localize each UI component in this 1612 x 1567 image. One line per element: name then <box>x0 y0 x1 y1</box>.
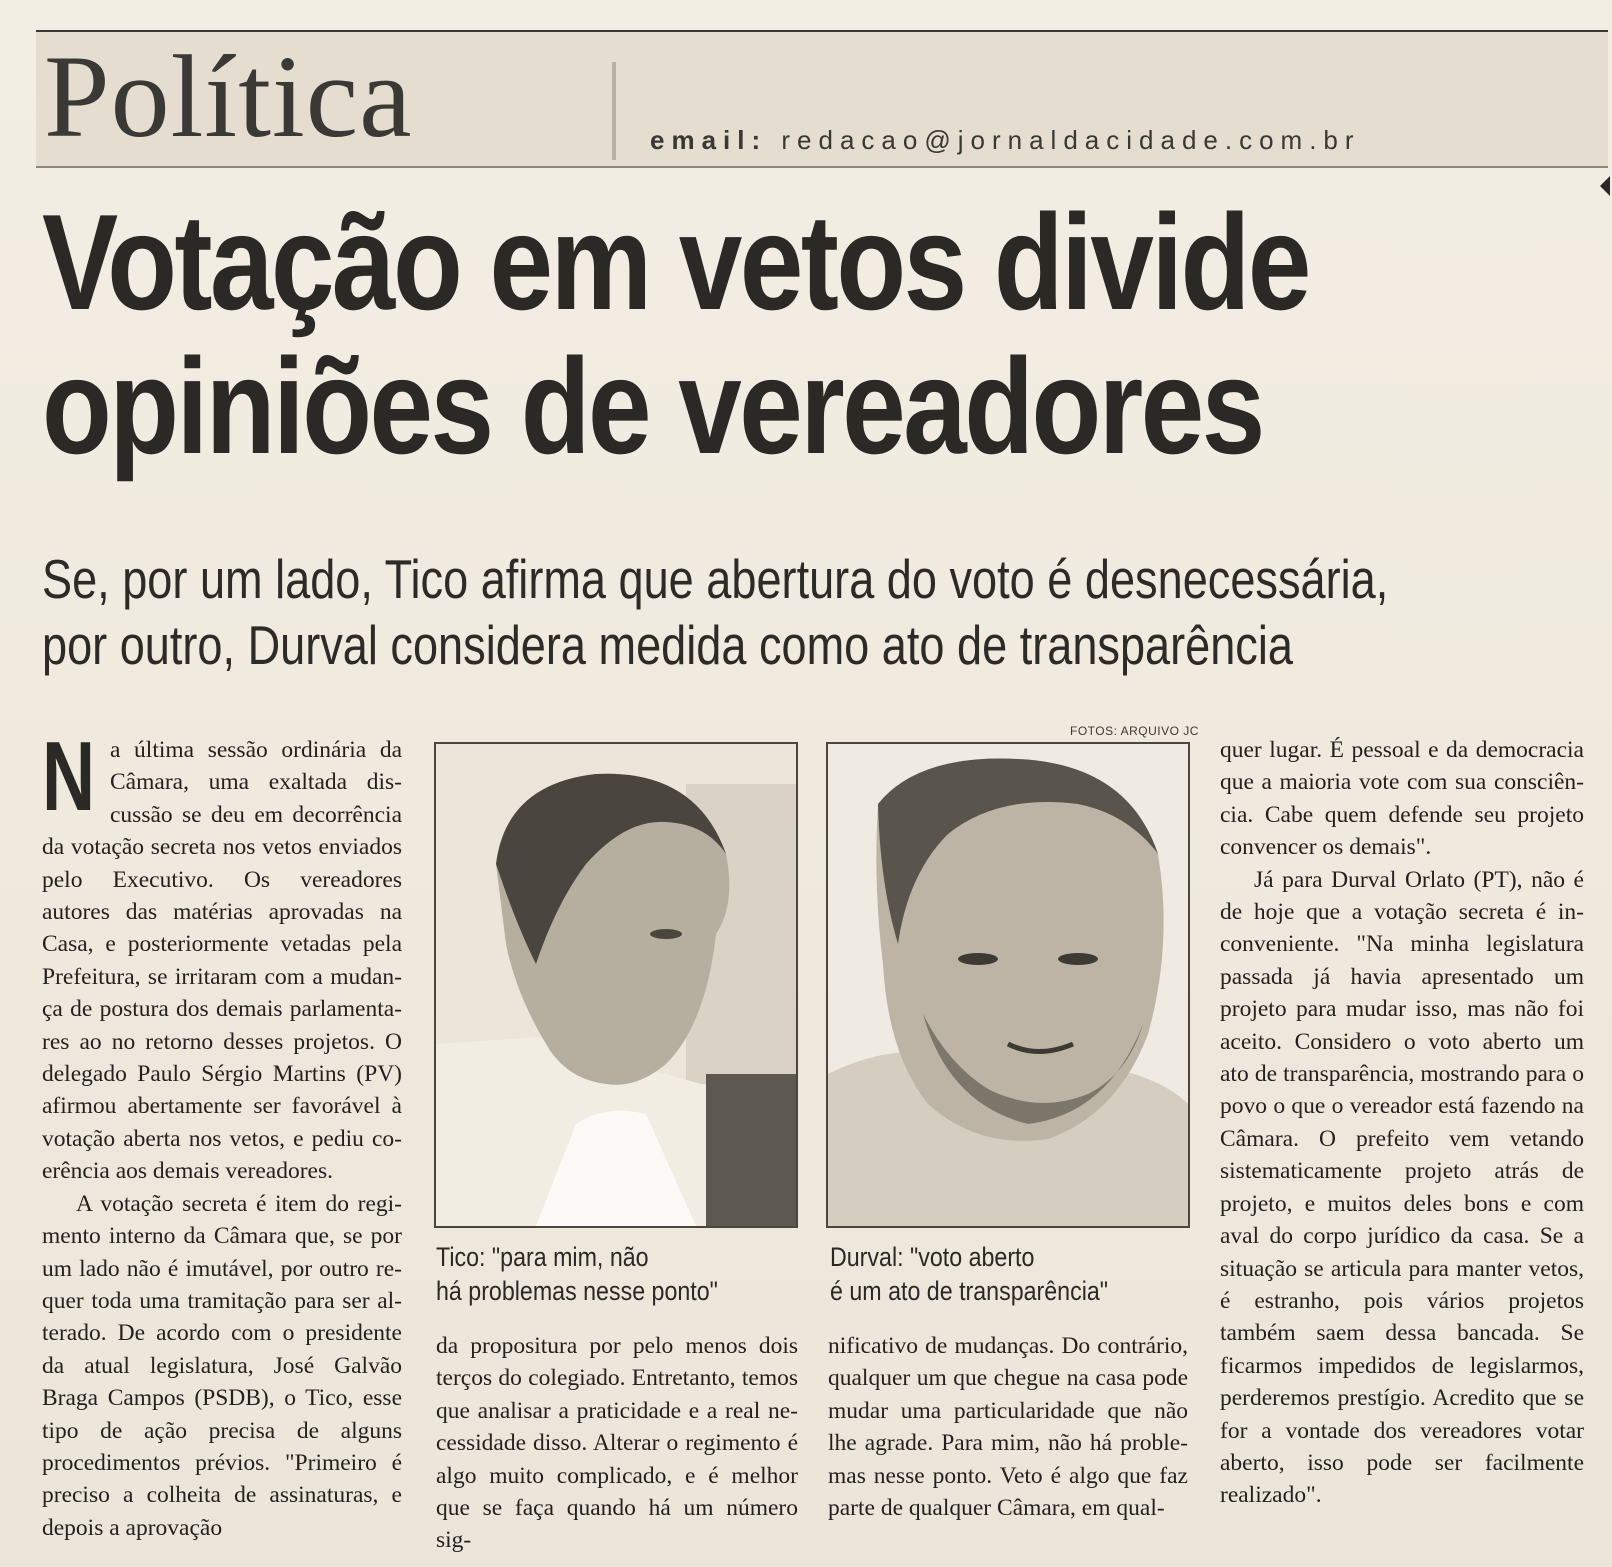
drop-cap: N <box>42 721 96 831</box>
subheadline <box>42 546 1389 678</box>
photo-credit: FOTOS: ARQUIVO JC <box>1070 724 1199 738</box>
body-column-1 <box>42 721 402 1544</box>
headline-line-2: opiniões de vereadores <box>42 330 1263 482</box>
caption-line-1: Tico: "para mim, não <box>436 1242 649 1272</box>
subhead-line-2: por outro, Durval considera medida como ato de transparência <box>42 614 1293 676</box>
headline-line-1: Votação em vetos divide <box>42 186 1309 338</box>
photo-durval-image <box>828 744 1188 1226</box>
paragraph-2: A votação secreta é item do regimento interno da Câmara que, se por um lado não é imutável, por outro requer toda uma tramitação para ser alterado. De acordo com o presidente da atual legislatura, José Galvão Braga Campos (PSDB), o Tico, esse tipo de ação precisa de alguns procedimentos prévios. "Primeiro é preciso a colheita de assinaturas, e depois a aprovação <box>42 1190 402 1541</box>
caption-line-2: há problemas nesse ponto" <box>436 1276 718 1306</box>
subhead-line-1: Se, por um lado, Tico afirma que abertura do voto é desnecessária, <box>42 548 1389 610</box>
paragraph-1-text: a última sessão ordinária da Câmara, uma exaltada discussão se deu em decorrência da votação secreta nos vetos enviados pelo Executivo. Os vereadores autores das matérias aprovadas na Casa, e posteriormente vetadas pela Prefeitura, se irritaram com a mudança de postura dos demais parlamentares ao no retorno desses projetos. O delegado Paulo Sérgio Martins (PV) afirmou abertamente ser favorável à votação aberta nos vetos, e pediu coerência aos demais vereadores. <box>42 737 402 1185</box>
section-email <box>650 125 1361 156</box>
photo-durval <box>826 742 1190 1228</box>
body-column-3 <box>828 1330 1188 1524</box>
photo-tico <box>434 742 798 1228</box>
headline <box>42 186 1336 482</box>
email-label: email: <box>650 125 768 155</box>
paragraph-5: quer lugar. É pessoal e da democracia que a maioria vote com sua consciência. Cabe quem defende seu projeto convencer os demais". <box>1220 737 1584 861</box>
paragraph-6: Já para Durval Orlato (PT), não é de hoje que a votação secreta é inconveniente. "Na minha legislatura passada já havia apresentado um projeto para mudar isso, mas não foi aceito. Considero o voto aberto um ato de transparência, mostrando para o povo o que o vereador está fazendo na Câmara. O prefeito vem vetando sistematicamente projeto atrás de projeto, e muitos deles bons e com aval do corpo jurídico da casa. Se a situação se articula para manter vetos, é estranho, pois vários projetos também saem dessa bancada. Se ficarmos impedidos de legislarmos, perderemos prestígio. Acredito que se for a vontade dos vereadores votar aberto, isso pode ser facilmente realizado". <box>1220 866 1584 1509</box>
section-divider <box>612 62 616 160</box>
caption-line-1: Durval: "voto aberto <box>830 1242 1035 1272</box>
email-address[interactable]: redacao@jornaldacidade.com.br <box>781 125 1361 155</box>
photo-caption-tico <box>436 1240 718 1308</box>
page-edge-mark <box>1600 176 1610 196</box>
photo-tico-image <box>436 744 796 1226</box>
body-column-4 <box>1220 734 1584 1512</box>
caption-line-2: é um ato de transparência" <box>830 1276 1109 1306</box>
section-header <box>36 30 1608 168</box>
photo-caption-durval <box>830 1240 1108 1308</box>
section-title: Política <box>44 31 413 162</box>
paragraph-3: da propositura por pelo menos dois terços do colegiado. Entretanto, temos que analisar a praticidade e a real necessidade disso. Alterar o regimento é algo muito complicado, e é melhor que se faça quando há um número sig- <box>436 1333 798 1554</box>
paragraph-1 <box>42 721 402 1188</box>
paragraph-4: nificativo de mudanças. Do contrário, qualquer um que chegue na casa pode mudar uma particularidade que não lhe agrade. Para mim, não há problemas nesse ponto. Veto é algo que faz parte de qualquer Câmara, em qual- <box>828 1333 1188 1522</box>
body-column-2 <box>436 1330 798 1557</box>
